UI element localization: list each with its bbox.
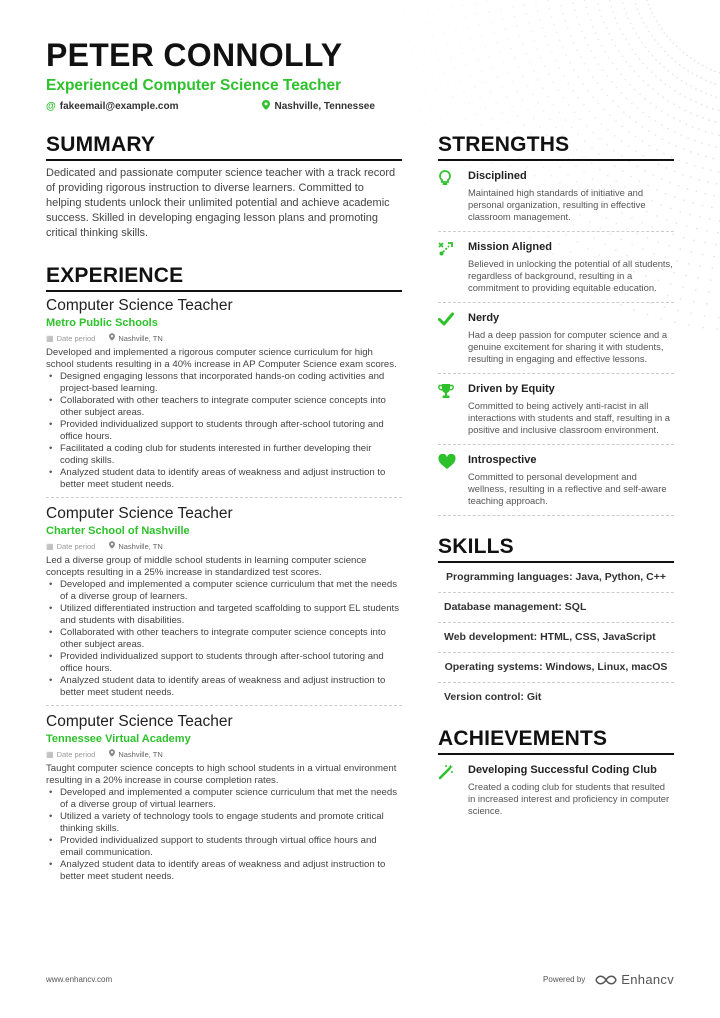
location-pin-icon: [109, 333, 115, 344]
strength-item: [438, 169, 674, 232]
skills-list: [438, 563, 674, 712]
job-bullet: • Collaborated with other teachers to integrate computer science concepts into other subject areas.: [46, 395, 402, 419]
strength-description: Committed to being actively anti-racist in all interactions with students and staff, resulting in a positive and inclusive classroom environment.: [468, 400, 671, 435]
job-bullet: • Facilitated a coding club for students interested in further developing their coding skills.: [46, 443, 402, 467]
skill-item: Version control: Git: [444, 691, 542, 703]
job-role: Computer Science Teacher: [46, 297, 233, 314]
job-period: Date period: [56, 749, 96, 759]
job-bullet: • Analyzed student data to identify areas of weakness and adjust instruction to better meet student needs.: [46, 859, 402, 883]
calendar-icon: ▦: [46, 541, 54, 551]
skill-item: Programming languages: Java, Python, C++: [438, 563, 674, 593]
email-contact[interactable]: [46, 100, 178, 113]
divider: [46, 497, 402, 498]
job-bullet: • Provided individualized support to students through after-school tutoring and office hours.: [46, 651, 402, 675]
job-role: Computer Science Teacher: [46, 713, 233, 730]
job-bullet: • Analyzed student data to identify areas of weakness and adjust instruction to better meet student needs.: [46, 675, 402, 699]
location-pin-icon: [262, 100, 270, 113]
job-meta: [46, 541, 402, 552]
job-location: Nashville, TN: [118, 541, 163, 551]
job-period: Date period: [56, 541, 96, 551]
strength-item: [438, 453, 674, 516]
experience-entry: [46, 504, 402, 706]
achievement-title: Developing Successful Coding Club: [468, 764, 657, 776]
route-icon: [438, 240, 464, 294]
strength-title: Nerdy: [468, 312, 500, 324]
strength-description: Believed in unlocking the potential of all students, regardless of background, resulting in a commitment to providing equitable education.: [468, 258, 673, 293]
strength-title: Introspective: [468, 454, 537, 466]
job-location: Nashville, TN: [118, 333, 163, 343]
email-text: fakeemail@example.com: [59, 101, 179, 112]
experience-entry: [46, 712, 402, 883]
strength-title: Mission Aligned: [468, 241, 552, 253]
job-bullet: • Provided individualized support to students through after-school tutoring and office hours.: [46, 419, 402, 443]
skills-heading: SKILLS: [438, 534, 674, 563]
heart-icon: [438, 453, 464, 507]
at-sign-icon: @: [46, 101, 56, 112]
candidate-name: PETER CONNOLLY: [46, 37, 343, 73]
job-bullet: • Analyzed student data to identify areas of weakness and adjust instruction to better meet student needs.: [46, 467, 402, 491]
skill-item: Operating systems: Windows, Linux, macOS: [438, 653, 674, 683]
powered-by-label: Powered by: [543, 975, 586, 984]
location-pin-icon: [109, 541, 115, 552]
strength-item: [438, 240, 674, 303]
resume-footer: [46, 972, 674, 987]
skill-item: Web development: HTML, CSS, JavaScript: [438, 623, 674, 653]
summary-text: Dedicated and passionate computer science teacher with a track record of providing rigorous instruction to diverse learners. Committed to helping students unlock their unlimited potential and achieve academic success. Skilled in developing engaging lesson plans and promoting critical thinking skills.: [46, 167, 396, 239]
divider: [46, 705, 402, 706]
job-bullet: • Developed and implemented a computer science curriculum that met the needs of a diverse group of learners.: [46, 579, 402, 603]
job-period: Date period: [56, 333, 96, 343]
job-location: Nashville, TN: [118, 749, 163, 759]
trophy-icon: [438, 382, 464, 436]
powered-by: [543, 972, 674, 987]
footer-website[interactable]: www.enhancv.com: [46, 975, 113, 984]
job-bullet: • Utilized a variety of technology tools to engage students and promote critical thinking skills.: [46, 811, 402, 835]
strength-item: [438, 382, 674, 445]
summary-heading: SUMMARY: [46, 132, 402, 161]
enhancv-logo-icon: [595, 974, 617, 986]
candidate-tagline: Experienced Computer Science Teacher: [46, 77, 342, 94]
job-meta: [46, 333, 402, 344]
job-role: Computer Science Teacher: [46, 505, 233, 522]
job-company: Tennessee Virtual Academy: [46, 733, 191, 745]
contact-row: [46, 100, 676, 113]
job-description: Led a diverse group of middle school students in learning computer science concepts resulting in a 25% increase in standardized test scores.: [46, 555, 367, 578]
experience-list: [46, 296, 402, 883]
resume-header: [46, 36, 676, 113]
job-bullet: • Provided individualized support to students through virtual office hours and email communication.: [46, 835, 402, 859]
left-column: [46, 132, 402, 883]
location-text: Nashville, Tennessee: [274, 101, 375, 112]
strength-item: [438, 311, 674, 374]
job-description: Taught computer science concepts to high school students in a virtual environment resulting in a 20% increase in course completion rates.: [46, 763, 397, 786]
magic-wand-icon: [438, 763, 464, 817]
enhancv-logo[interactable]: [595, 972, 674, 987]
location-contact: [262, 100, 374, 113]
strength-description: Maintained high standards of initiative and personal organization, resulting in effective classroom management.: [468, 187, 646, 222]
brand-name: Enhancv: [621, 972, 674, 987]
strength-description: Had a deep passion for computer science and a genuine excitement for sharing it with students, resulting in engaging and effective lessons.: [468, 329, 668, 364]
skill-item: Database management: SQL: [438, 593, 674, 623]
job-company: Charter School of Nashville: [46, 525, 190, 537]
job-bullets: [46, 371, 402, 491]
calendar-icon: ▦: [46, 749, 54, 759]
achievement-description: Created a coding club for students that resulted in increased interest and proficiency in computer science.: [468, 781, 670, 816]
experience-heading: EXPERIENCE: [46, 263, 402, 292]
job-bullet: • Developed and implemented a computer science curriculum that met the needs of a diverse group of virtual learners.: [46, 787, 402, 811]
strengths-heading: STRENGTHS: [438, 132, 674, 161]
job-bullet: • Collaborated with other teachers to integrate computer science concepts into other subject areas.: [46, 627, 402, 651]
experience-entry: [46, 296, 402, 498]
job-bullet: • Designed engaging lessons that incorporated hands-on coding activities and project-based learning.: [46, 371, 402, 395]
achievements-heading: ACHIEVEMENTS: [438, 726, 674, 755]
location-pin-icon: [109, 749, 115, 760]
strength-description: Committed to personal development and wellness, resulting in a reflective and self-aware teaching approach.: [468, 471, 667, 506]
job-bullets: [46, 579, 402, 699]
check-icon: [438, 311, 464, 365]
calendar-icon: ▦: [46, 333, 54, 343]
job-description: Developed and implemented a rigorous computer science curriculum for high school students resulting in a 40% increase in AP Computer Science exam scores.: [46, 347, 397, 370]
right-column: [438, 132, 674, 825]
job-meta: [46, 749, 402, 760]
job-bullet: • Utilized differentiated instruction and targeted scaffolding to support EL students and students with disabilities.: [46, 603, 402, 627]
strength-title: Disciplined: [468, 170, 527, 182]
lightbulb-icon: [438, 169, 464, 223]
achievement-item: [438, 763, 674, 825]
job-bullets: [46, 787, 402, 883]
strength-title: Driven by Equity: [468, 383, 555, 395]
job-company: Metro Public Schools: [46, 317, 158, 329]
